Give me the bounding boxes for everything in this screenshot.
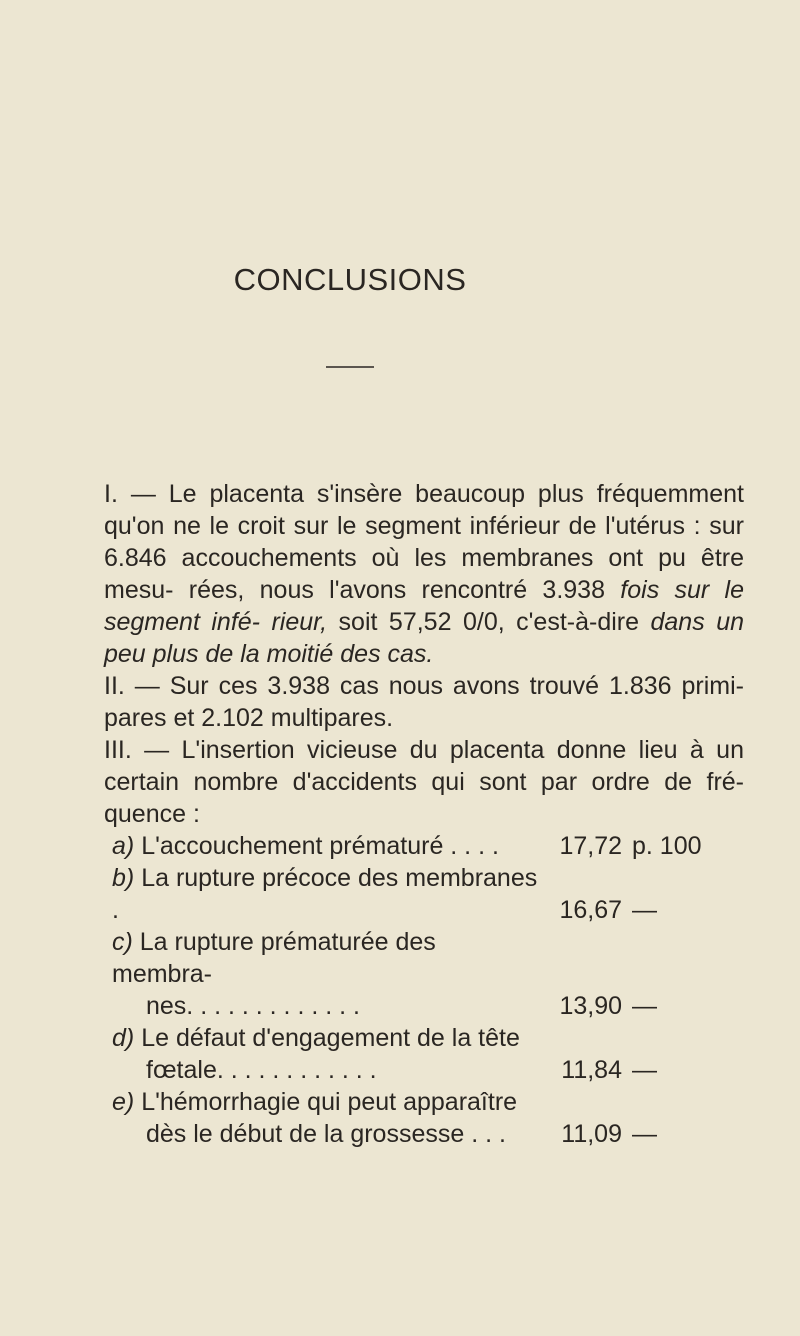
accident-item-d: [112, 1022, 744, 1086]
conclusion-2-text: — Sur ces 3.938 cas nous avons trouvé 1.836 primi- pares et 2.102 multipares.: [104, 672, 744, 732]
accident-label: La rupture prématurée des membra-: [112, 928, 436, 988]
accident-value: 17,72: [559, 832, 622, 860]
conclusion-1-number: I.: [104, 480, 118, 508]
accident-letter: a): [112, 832, 135, 860]
accident-label: L'hémorrhagie qui peut apparaître: [141, 1088, 518, 1116]
accident-letter: e): [112, 1088, 135, 1116]
conclusion-1-text-b: soit 57,52 0/0, c'est-à-dire: [327, 608, 651, 636]
accident-label: La rupture précoce des membranes .: [112, 864, 538, 924]
accident-label-continued: fœtale. . . . . . . . . . . .: [146, 1056, 377, 1084]
accident-unit: p. 100: [632, 832, 702, 860]
conclusion-3-number: III.: [104, 736, 132, 764]
conclusion-1-italic-b: dans un peu plus de la moitié des cas.: [104, 608, 744, 668]
accident-unit: —: [632, 992, 657, 1020]
accident-label: L'accouchement prématuré . . . .: [141, 832, 499, 860]
accident-value: 11,09: [561, 1120, 622, 1148]
accident-label: Le défaut d'engagement de la tête: [141, 1024, 520, 1052]
accident-item-a: [112, 830, 744, 862]
title-divider: [326, 366, 374, 368]
accident-label-continued: dès le début de la grossesse . . .: [146, 1120, 506, 1148]
accident-letter: c): [112, 928, 133, 956]
conclusion-3: [104, 734, 744, 830]
conclusions-body: [104, 478, 744, 1150]
accident-value: 16,67: [559, 896, 622, 924]
conclusion-3-text: — L'insertion vicieuse du placenta donne lieu à un certain nombre d'accidents qui sont par ordre de fré- quence :: [104, 736, 744, 828]
accident-unit: —: [632, 1120, 657, 1148]
conclusion-2: [104, 670, 744, 734]
accident-label-continued: nes. . . . . . . . . . . . .: [146, 992, 360, 1020]
accident-value: 11,84: [561, 1056, 622, 1084]
page-title: CONCLUSIONS: [233, 262, 467, 297]
conclusion-1-text-a: — Le placenta s'insère beaucoup plus fréquemment qu'on ne le croit sur le segment inférieur de l'utérus : sur 6.846 accouchements où les membranes ont pu être mesu- rées, nous l'avons rencontré 3.938: [104, 480, 744, 604]
accident-item-b: [112, 862, 744, 926]
accident-item-c: [112, 926, 744, 1022]
accident-letter: d): [112, 1024, 135, 1052]
accident-unit: —: [632, 896, 657, 924]
conclusion-1-italic-a: fois sur le segment infé- rieur,: [104, 576, 744, 636]
conclusion-2-number: II.: [104, 672, 125, 700]
accident-item-e: [112, 1086, 744, 1150]
accident-unit: —: [632, 1056, 657, 1084]
accident-letter: b): [112, 864, 135, 892]
accident-list: [104, 830, 744, 1150]
accident-value: 13,90: [559, 992, 622, 1020]
conclusion-1: [104, 478, 744, 670]
